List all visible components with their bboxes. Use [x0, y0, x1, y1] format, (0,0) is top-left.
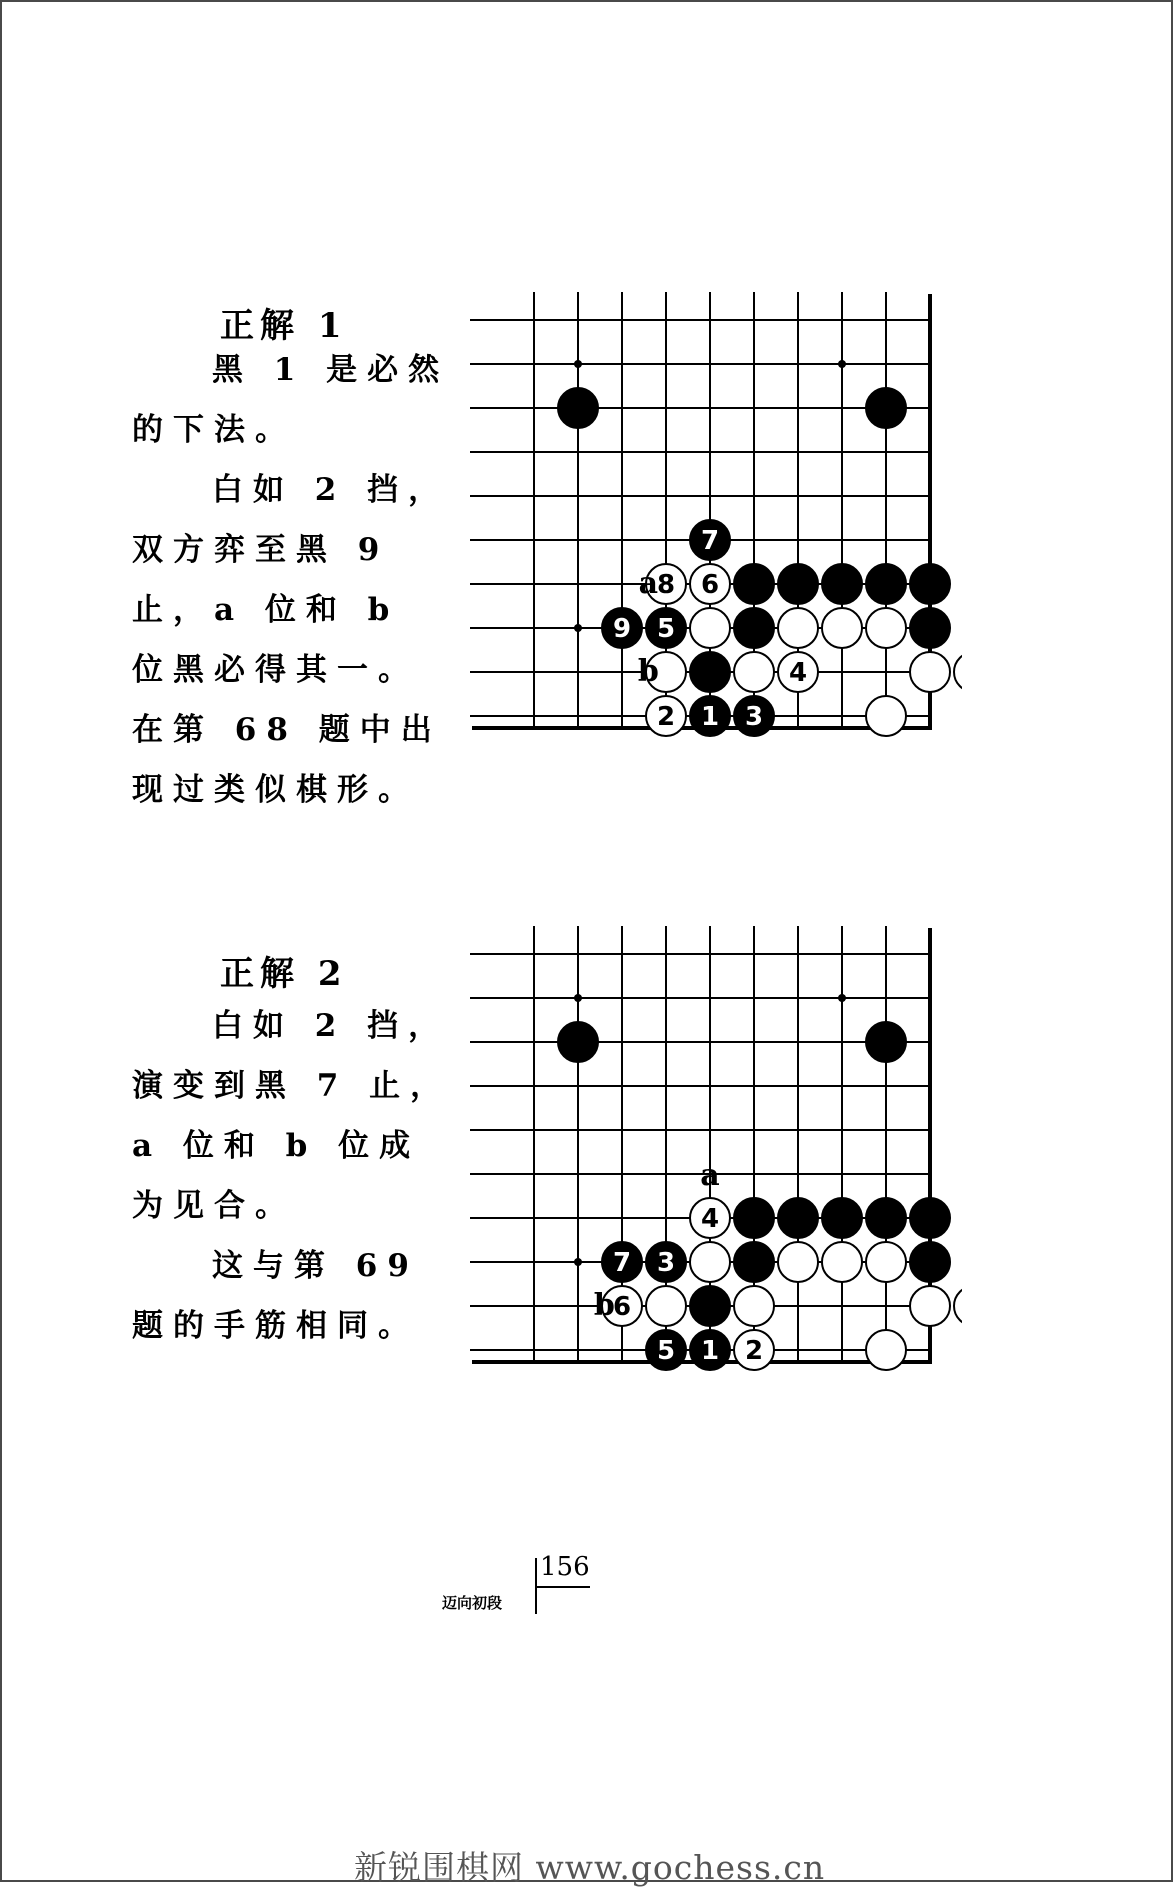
- white-stone: [690, 1198, 730, 1238]
- paragraph: 白如 2 挡，双方弈至黑 9 止，a 位和 b 位黑必得其一。在第 68 题中出现过类似棋形。: [132, 472, 450, 808]
- white-stone: [690, 1242, 730, 1282]
- black-stone: [558, 1022, 598, 1062]
- white-stone: [778, 1242, 818, 1282]
- point-label: a: [700, 1158, 720, 1194]
- black-stone: [558, 388, 598, 428]
- go-board-diagram-1: [462, 292, 962, 762]
- black-stone: [646, 608, 686, 648]
- white-stone: [866, 696, 906, 736]
- page-number: 156: [540, 1552, 590, 1582]
- move-number: 2: [656, 702, 676, 732]
- black-stone: [690, 1330, 730, 1370]
- white-stone: [822, 1242, 862, 1282]
- point-label: b: [637, 654, 659, 689]
- star-point: [574, 360, 582, 368]
- white-stone: [734, 1286, 774, 1326]
- point-label: b: [593, 1288, 615, 1323]
- book-title: 迈向初段: [442, 1594, 503, 1612]
- white-stone: [866, 1330, 906, 1370]
- star-point: [838, 994, 846, 1002]
- black-stone: [690, 652, 730, 692]
- black-stone: [822, 564, 862, 604]
- black-stone: [822, 1198, 862, 1238]
- black-stone: [866, 1022, 906, 1062]
- white-stone: [778, 608, 818, 648]
- black-stone: [910, 608, 950, 648]
- white-stone: [822, 608, 862, 648]
- footer-rule: [536, 1586, 590, 1588]
- white-stone: [954, 652, 962, 692]
- star-point: [838, 360, 846, 368]
- move-number: 9: [612, 614, 632, 644]
- footer-divider: [535, 1558, 537, 1614]
- black-stone: [778, 1198, 818, 1238]
- go-board-diagram-2: [462, 926, 962, 1396]
- star-point: [574, 994, 582, 1002]
- white-stone: [646, 1286, 686, 1326]
- section-title-1: 正解 1: [220, 306, 348, 346]
- move-number: 3: [744, 702, 764, 732]
- black-stone: [602, 608, 642, 648]
- black-stone: [734, 1198, 774, 1238]
- move-number: 1: [700, 1336, 720, 1366]
- black-stone: [778, 564, 818, 604]
- black-stone: [866, 1198, 906, 1238]
- white-stone: [778, 652, 818, 692]
- move-number: 7: [612, 1248, 632, 1278]
- black-stone: [690, 1286, 730, 1326]
- star-point: [574, 624, 582, 632]
- paragraph: 白如 2 挡，演变到黑 7 止，a 位和 b 位成为见合。: [132, 1008, 452, 1224]
- move-number: 6: [700, 570, 720, 600]
- black-stone: [602, 1242, 642, 1282]
- paragraph: 黑 1 是必然的下法。: [132, 352, 450, 448]
- move-number: 3: [656, 1248, 676, 1278]
- black-stone: [910, 564, 950, 604]
- white-stone: [734, 1330, 774, 1370]
- black-stone: [734, 564, 774, 604]
- explanation-text-2: [132, 996, 452, 1356]
- move-number: 7: [700, 526, 720, 556]
- white-stone: [646, 696, 686, 736]
- site-watermark: 新锐围棋网 www.gochess.cn: [354, 1848, 826, 1887]
- move-number: 5: [656, 614, 676, 644]
- white-stone: [866, 608, 906, 648]
- star-point: [574, 1258, 582, 1266]
- move-number: 8: [656, 570, 676, 600]
- black-stone: [910, 1198, 950, 1238]
- black-stone: [866, 564, 906, 604]
- white-stone: [866, 1242, 906, 1282]
- black-stone: [734, 608, 774, 648]
- black-stone: [690, 520, 730, 560]
- move-number: 4: [700, 1204, 720, 1234]
- black-stone: [734, 1242, 774, 1282]
- black-stone: [866, 388, 906, 428]
- paragraph: 这与第 69 题的手筋相同。: [132, 1248, 419, 1344]
- section-title-2: 正解 2: [220, 954, 348, 994]
- move-number: 1: [700, 702, 720, 732]
- white-stone: [690, 608, 730, 648]
- black-stone: [734, 696, 774, 736]
- move-number: 5: [656, 1336, 676, 1366]
- move-number: 4: [788, 658, 808, 688]
- move-number: 6: [612, 1292, 632, 1322]
- black-stone: [690, 696, 730, 736]
- move-number: 2: [744, 1336, 764, 1366]
- white-stone: [910, 1286, 950, 1326]
- white-stone: [734, 652, 774, 692]
- white-stone: [690, 564, 730, 604]
- point-label: a: [638, 566, 659, 601]
- white-stone: [910, 652, 950, 692]
- black-stone: [646, 1242, 686, 1282]
- white-stone: [954, 1286, 962, 1326]
- black-stone: [910, 1242, 950, 1282]
- explanation-text-1: [132, 340, 452, 820]
- black-stone: [646, 1330, 686, 1370]
